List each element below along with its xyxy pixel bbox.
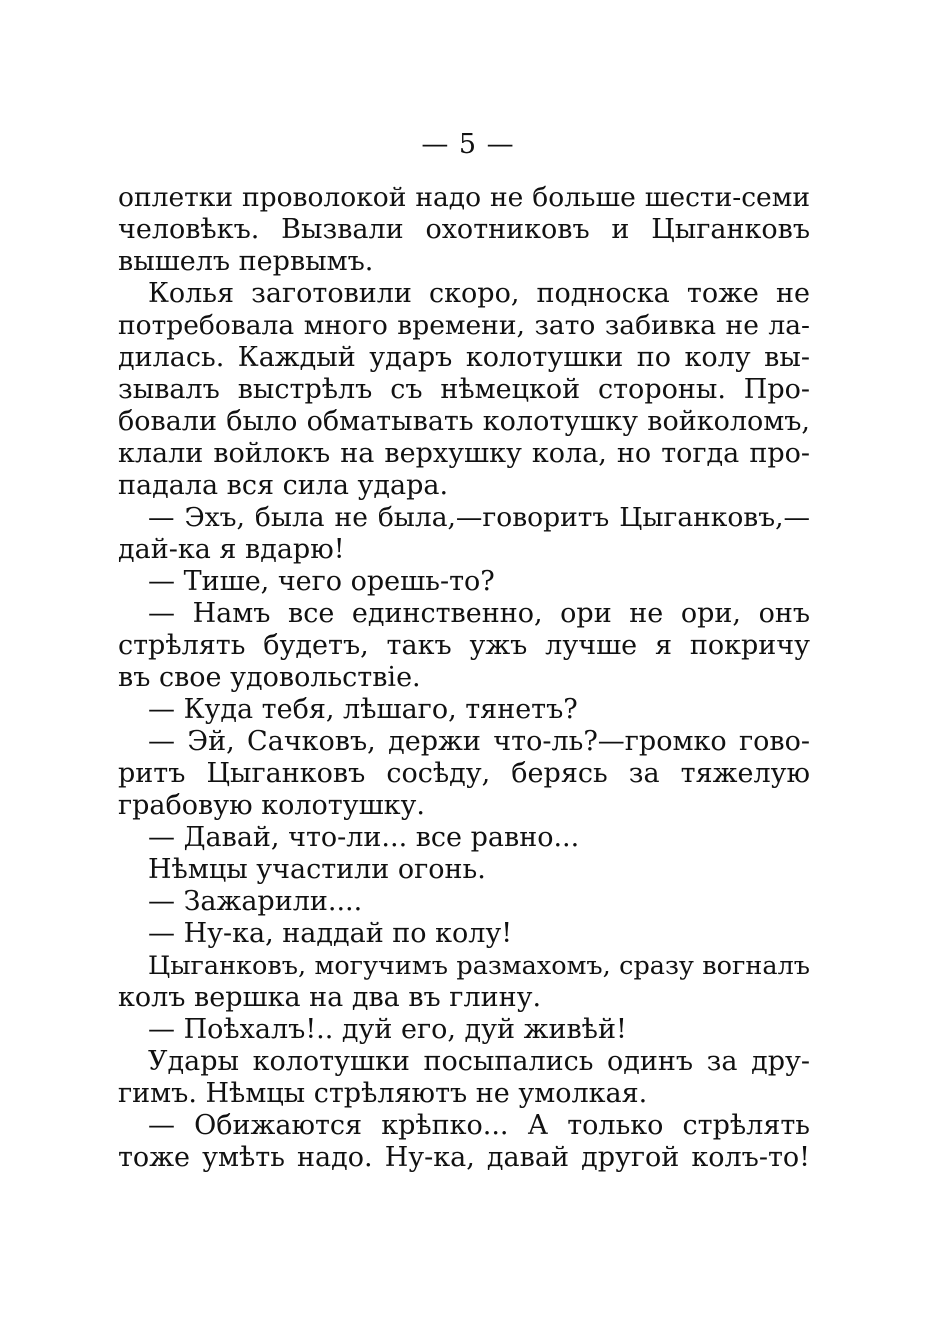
text-line: колъ вершка на два въ глину. bbox=[118, 982, 542, 1013]
text-line: грабовую колотушку. bbox=[118, 790, 426, 821]
text-line: тоже умѣть надо. Ну-ка, давай другой колъ-то! bbox=[118, 1142, 810, 1173]
text-line: — Намъ все единственно, ори не ори, онъ bbox=[148, 598, 810, 629]
text-line: — Эй, Сачковъ, держи что-ль?—громко гово- bbox=[148, 726, 810, 757]
text-line: Нѣмцы участили огонь. bbox=[148, 854, 486, 885]
text-line: вышелъ первымъ. bbox=[118, 246, 374, 277]
text-line: — Куда тебя, лѣшаго, тянетъ? bbox=[148, 694, 578, 725]
text-line: — Эхъ, была не была,—говоритъ Цыганковъ,— bbox=[148, 502, 810, 533]
text-line: ритъ Цыганковъ сосѣду, берясь за тяжелую bbox=[118, 758, 810, 789]
text-line: — Ну-ка, наддай по колу! bbox=[148, 918, 513, 949]
text-line: зывалъ выстрѣлъ съ нѣмецкой стороны. Про- bbox=[118, 374, 810, 405]
body-text bbox=[118, 182, 810, 1174]
text-line: — Тише, чего орешь-то? bbox=[148, 566, 495, 597]
text-line: — Обижаются крѣпко... А только стрѣлять bbox=[148, 1110, 810, 1141]
text-line: — Зажарили.... bbox=[148, 886, 363, 917]
text-line: человѣкъ. Вызвали охотниковъ и Цыганковъ bbox=[118, 214, 810, 245]
text-line: Колья заготовили скоро, подноска тоже не bbox=[148, 278, 810, 309]
text-line: оплетки проволокой надо не больше шести-семи bbox=[118, 182, 810, 213]
text-line: клали войлокъ на верхушку кола, но тогда про- bbox=[118, 438, 810, 469]
text-line: гимъ. Нѣмцы стрѣляютъ не умолкая. bbox=[118, 1078, 648, 1109]
text-line: стрѣлять будетъ, такъ ужъ лучше я покричу bbox=[118, 630, 810, 661]
text-line: дай-ка я вдарю! bbox=[118, 534, 345, 565]
text-line: Цыганковъ, могучимъ размахомъ, сразу вогналъ bbox=[148, 951, 810, 981]
text-line: дилась. Каждый ударъ колотушки по колу вы- bbox=[118, 342, 810, 373]
text-line: падала вся сила удара. bbox=[118, 470, 449, 501]
text-line: Удары колотушки посыпались одинъ за дру- bbox=[148, 1046, 810, 1077]
text-line: въ свое удовольствіе. bbox=[118, 662, 421, 693]
text-line: — Давай, что-ли... все равно... bbox=[148, 822, 580, 853]
text-line: потребовала много времени, зато забивка не ла- bbox=[118, 310, 810, 341]
text-line: бовали было обматывать колотушку войколомъ, bbox=[118, 406, 810, 437]
text-line: — Поѣхалъ!.. дуй его, дуй живѣй! bbox=[148, 1014, 627, 1045]
page-number: — 5 — bbox=[421, 129, 515, 160]
